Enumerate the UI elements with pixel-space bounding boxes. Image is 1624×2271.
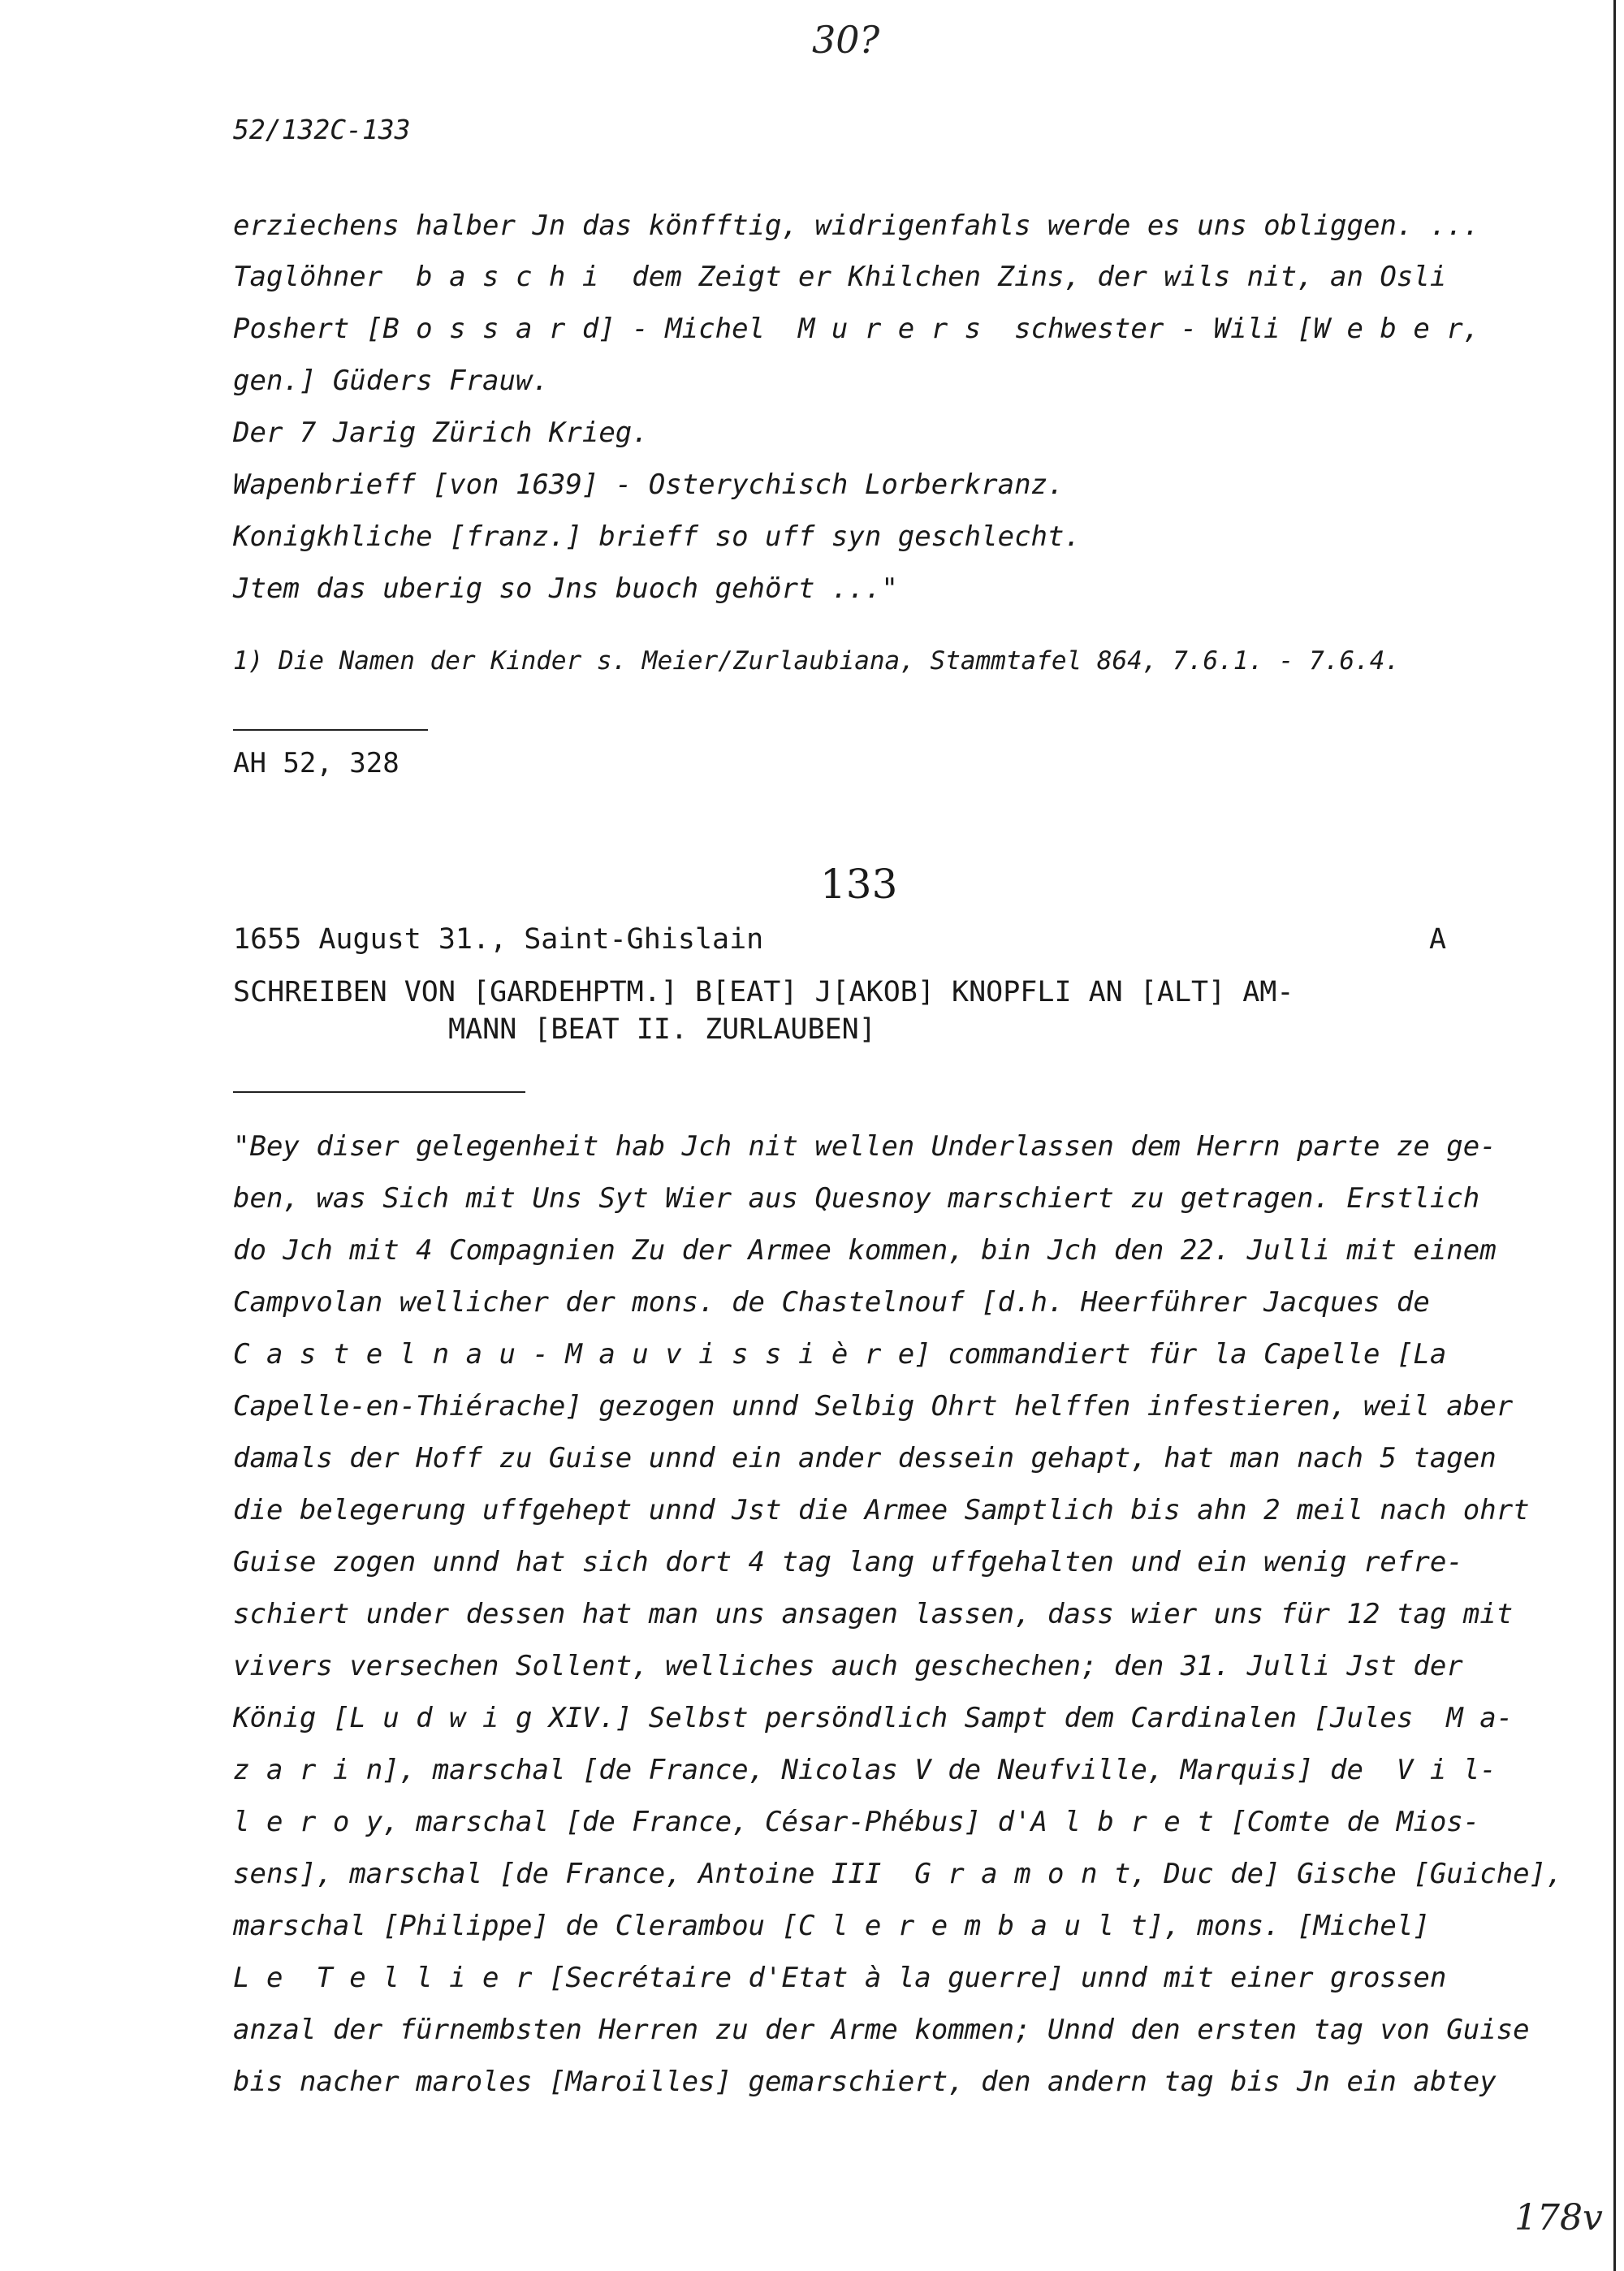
quote-line: gen.] Güders Frauw. bbox=[233, 365, 549, 397]
body-line: Campvolan wellicher der mons. de Chastelnouf [d.h. Heerführer Jacques de bbox=[233, 1286, 1430, 1319]
quote-line: Der 7 Jarig Zürich Krieg. bbox=[233, 417, 649, 449]
body-line: anzal der fürnembsten Herren zu der Arme kommen; Unnd den ersten tag von Guise bbox=[233, 2014, 1530, 2046]
body-line: marschal [Philippe] de Clerambou [C l e r e m b a u l t], mons. [Michel] bbox=[233, 1910, 1430, 1942]
page-number-handwritten: 30? bbox=[812, 18, 880, 62]
body-line: Capelle-en-Thiérache] gezogen unnd Selbig Ohrt helffen infestieren, weil aber bbox=[233, 1390, 1514, 1423]
folio-note-handwritten: 178v bbox=[1514, 2197, 1603, 2239]
quote-line: Poshert [B o s s a r d] - Michel M u r e r s schwester - Wili [W e b e r, bbox=[233, 313, 1480, 345]
body-line: bis nacher maroles [Maroilles] gemarschiert, den andern tag bis Jn ein abtey bbox=[233, 2066, 1497, 2098]
body-line: l e r o y, marschal [de France, César-Phébus] d'A l b r e t [Comte de Mios- bbox=[233, 1806, 1480, 1838]
document-heading-continued: MANN [BEAT II. ZURLAUBEN] bbox=[448, 1013, 876, 1046]
body-line: "Bey diser gelegenheit hab Jch nit wellen Underlassen dem Herrn parte ze ge- bbox=[233, 1130, 1497, 1163]
body-line: vivers versechen Sollent, welliches auch geschechen; den 31. Julli Jst der bbox=[233, 1650, 1463, 1682]
document-heading: SCHREIBEN VON [GARDEHPTM.] B[EAT] J[AKOB] KNOPFLI AN [ALT] AM- bbox=[233, 976, 1294, 1008]
body-line: ben, was Sich mit Uns Syt Wier aus Quesnoy marschiert zu getragen. Erstlich bbox=[233, 1182, 1480, 1215]
quote-line: Jtem das uberig so Jns buoch gehört ..." bbox=[233, 572, 898, 605]
body-line: do Jch mit 4 Compagnien Zu der Armee kommen, bin Jch den 22. Julli mit einem bbox=[233, 1234, 1497, 1267]
body-line: damals der Hoff zu Guise unnd ein ander dessein gehapt, hat man nach 5 tagen bbox=[233, 1442, 1497, 1474]
separator-rule bbox=[233, 1091, 525, 1093]
document-reference: 52/132C-133 bbox=[233, 114, 411, 145]
document-type: A bbox=[1429, 923, 1447, 956]
body-line: L e T e l l i e r [Secrétaire d'Etat à la guerre] unnd mit einer grossen bbox=[233, 1962, 1447, 1994]
quote-line: Taglöhner b a s c h i dem Zeigt er Khilchen Zins, der wils nit, an Osli bbox=[233, 261, 1447, 293]
document-date-place: 1655 August 31., Saint-Ghislain bbox=[233, 923, 764, 956]
body-line: schiert under dessen hat man uns ansagen lassen, dass wier uns für 12 tag mit bbox=[233, 1598, 1514, 1630]
quote-line: erziechens halber Jn das könfftig, widrigenfahls werde es uns obliggen. ... bbox=[233, 209, 1480, 242]
body-line: sens], marschal [de France, Antoine III G r a m o n t, Duc de] Gische [Guiche], bbox=[233, 1858, 1563, 1890]
body-line: die belegerung uffgehept unnd Jst die Armee Samptlich bis ahn 2 meil nach ohrt bbox=[233, 1494, 1530, 1526]
separator-rule bbox=[233, 729, 428, 731]
body-line: C a s t e l n a u - M a u v i s s i è r e] commandiert für la Capelle [La bbox=[233, 1338, 1447, 1371]
quote-line: Konigkhliche [franz.] brieff so uff syn geschlecht. bbox=[233, 520, 1081, 553]
quote-line: Wapenbrieff [von 1639] - Osterychisch Lorberkranz. bbox=[233, 468, 1065, 501]
document-number: 133 bbox=[820, 861, 898, 908]
body-line: Guise zogen unnd hat sich dort 4 tag lang uffgehalten und ein wenig refre- bbox=[233, 1546, 1463, 1578]
body-line: z a r i n], marschal [de France, Nicolas V de Neufville, Marquis] de V i l- bbox=[233, 1754, 1497, 1786]
body-line: König [L u d w i g XIV.] Selbst persöndlich Sampt dem Cardinalen [Jules M a- bbox=[233, 1702, 1514, 1734]
archive-reference: AH 52, 328 bbox=[233, 747, 400, 779]
footnote: 1) Die Namen der Kinder s. Meier/Zurlaubiana, Stammtafel 864, 7.6.1. - 7.6.4. bbox=[233, 646, 1401, 676]
